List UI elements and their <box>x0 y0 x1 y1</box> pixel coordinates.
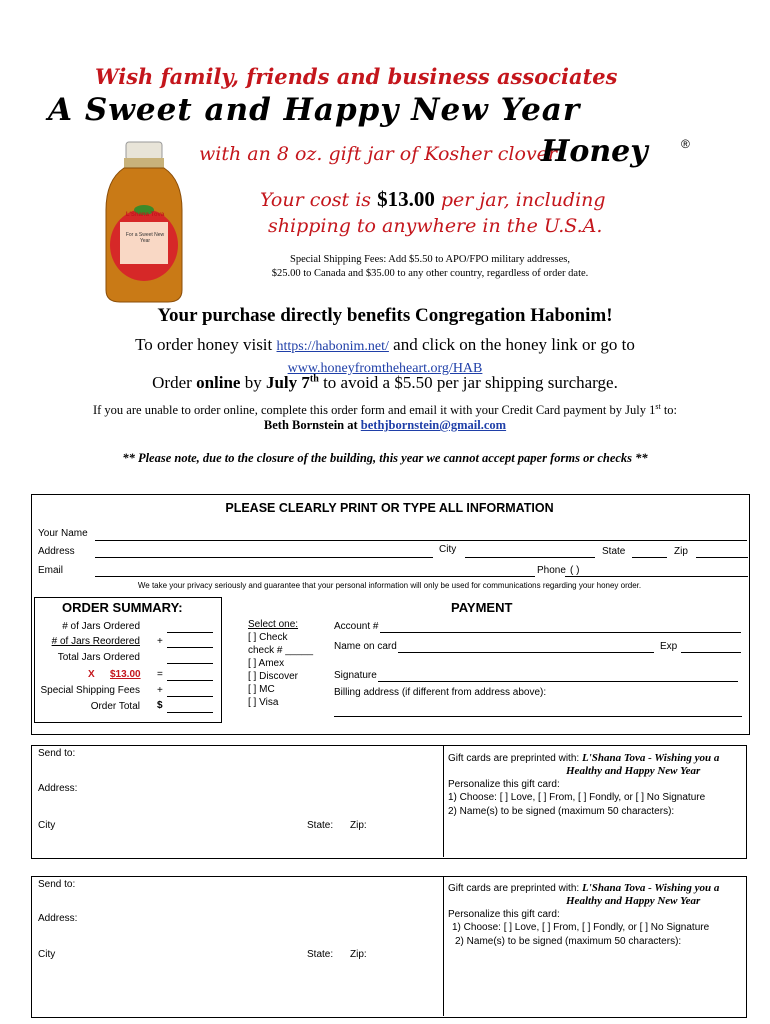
phone-area-code: ( ) <box>570 565 580 576</box>
plus-sign-2: + <box>157 685 163 696</box>
name-on-card-field[interactable] <box>398 652 654 653</box>
your-name-field[interactable] <box>95 540 747 541</box>
check-option[interactable]: [ ] Check <box>248 632 288 643</box>
contact-line: Beth Bornstein at bethjbornstein@gmail.com <box>263 418 507 432</box>
email-field[interactable] <box>95 576 535 577</box>
cost-line: Your cost is $13.00 per jar, including <box>260 187 606 211</box>
send-to-city-label: City <box>38 820 56 831</box>
total-jars-label: Total Jars Ordered <box>57 652 140 663</box>
phone-label: Phone <box>537 565 566 576</box>
send-to-zip-label: Zip: <box>350 820 367 831</box>
subtotal-field[interactable] <box>167 680 213 681</box>
form-title: PLEASE CLEARLY PRINT OR TYPE ALL INFORMATION <box>225 501 554 515</box>
dollar-sign: $ <box>157 700 163 711</box>
honey-title: Honey <box>541 134 648 169</box>
send-to-divider-1 <box>443 745 444 857</box>
names-to-sign-2: 2) Name(s) to be signed (maximum 50 characters): <box>455 936 682 947</box>
name-on-card-label: Name on card <box>334 641 397 652</box>
gift-card-message-line2: Healthy and Happy New Year <box>566 765 701 777</box>
names-to-sign: 2) Name(s) to be signed (maximum 50 characters): <box>448 806 675 817</box>
send-to-label: Send to: <box>38 748 76 759</box>
your-name-label: Your Name <box>38 528 88 539</box>
headline: A Sweet and Happy New Year <box>48 92 581 128</box>
account-label: Account # <box>334 621 379 632</box>
price-per-jar: $13.00 <box>110 669 141 680</box>
send-to-state-label-2: State: <box>307 949 334 960</box>
address-label: Address <box>38 546 75 557</box>
city-field[interactable] <box>465 557 595 558</box>
times-sign: X <box>88 669 95 680</box>
benefit-heading: Your purchase directly benefits Congregation Habonim! <box>157 305 613 326</box>
send-to-address-label: Address: <box>38 783 78 794</box>
personalize-label: Personalize this gift card: <box>448 779 560 790</box>
billing-address-field[interactable] <box>334 716 742 717</box>
jars-ordered-label: # of Jars Ordered <box>62 621 140 632</box>
contact-email-link[interactable]: bethjbornstein@gmail.com <box>360 418 507 432</box>
zip-field[interactable] <box>696 557 748 558</box>
phone-field[interactable] <box>565 576 748 577</box>
amex-option[interactable]: [ ] Amex <box>248 658 285 669</box>
special-fees-field[interactable] <box>167 696 213 697</box>
privacy-statement: We take your privacy seriously and guarantee that your personal information will only be used for communications regarding your honey order. <box>137 581 642 590</box>
payment-title: PAYMENT <box>451 600 513 615</box>
zip-label: Zip <box>674 546 688 557</box>
habonim-link[interactable]: https://habonim.net/ <box>276 339 389 354</box>
visa-option[interactable]: [ ] Visa <box>248 697 279 708</box>
discover-option[interactable]: [ ] Discover <box>248 671 299 682</box>
gift-card-preprinted-2: Gift cards are preprinted with: L'Shana Tova - Wishing you a <box>448 882 720 894</box>
personalize-label-2: Personalize this gift card: <box>448 909 560 920</box>
city-label: City <box>439 544 457 555</box>
order-total-label: Order Total <box>90 701 140 712</box>
gift-card-message-line2-2: Healthy and Happy New Year <box>566 895 701 907</box>
signature-label: Signature <box>334 670 377 681</box>
order-deadline: Order online by July 7th to avoid a $5.50 per jar shipping surcharge. <box>152 373 618 392</box>
exp-label: Exp <box>660 641 678 652</box>
state-field[interactable] <box>632 557 667 558</box>
honey-site-link[interactable]: www.honeyfromtheheart.org/HAB <box>287 361 483 376</box>
state-label: State <box>602 546 626 557</box>
address-field[interactable] <box>95 557 433 558</box>
jar-label-text: L'Shana Tova <box>125 212 165 218</box>
select-one-label: Select one: <box>248 619 299 630</box>
jar-label-subtext: For a Sweet New Year <box>125 232 165 244</box>
mc-option[interactable]: [ ] MC <box>248 684 275 695</box>
plus-sign: + <box>157 636 163 647</box>
order-summary-title: ORDER SUMMARY: <box>62 600 183 615</box>
jars-reordered-label: # of Jars Reordered <box>51 636 140 647</box>
send-to-state-label: State: <box>307 820 334 831</box>
billing-address-label: Billing address (if different from address above): <box>334 687 547 698</box>
send-to-label-2: Send to: <box>38 879 76 890</box>
order-total-field[interactable] <box>167 712 213 713</box>
equals-sign: = <box>157 669 163 680</box>
signature-choice-2[interactable]: 1) Choose: [ ] Love, [ ] From, [ ] Fondly, or [ ] No Signature <box>452 922 710 933</box>
offline-instructions: If you are unable to order online, complete this order form and email it with your Credit Card payment by July 1st to: <box>92 402 678 418</box>
signature-choice[interactable]: 1) Choose: [ ] Love, [ ] From, [ ] Fondly, or [ ] No Signature <box>448 792 706 803</box>
order-instructions: To order honey visit https://habonim.net/ and click on the honey link or go to www.honeyfromtheheart.org/HAB <box>135 335 635 376</box>
total-jars-field[interactable] <box>167 663 213 664</box>
gift-jar-line: with an 8 oz. gift jar of Kosher clover <box>199 143 558 165</box>
email-label: Email <box>38 565 64 576</box>
signature-field[interactable] <box>378 681 738 682</box>
honey-jar-image <box>96 140 192 305</box>
closure-note: ** Please note, due to the closure of the building, this year we cannot accept paper forms or checks ** <box>122 451 648 465</box>
send-to-zip-label-2: Zip: <box>350 949 367 960</box>
registered-mark: ® <box>681 137 690 151</box>
jars-reordered-field[interactable] <box>167 647 213 648</box>
send-to-city-label-2: City <box>38 949 56 960</box>
jars-ordered-field[interactable] <box>167 632 213 633</box>
send-to-divider-2 <box>443 876 444 1016</box>
tagline: Wish family, friends and business associates <box>95 64 618 89</box>
special-fees-label: Special Shipping Fees <box>40 685 140 696</box>
account-field[interactable] <box>380 632 741 633</box>
send-to-address-label-2: Address: <box>38 913 78 924</box>
exp-field[interactable] <box>681 652 741 653</box>
gift-card-preprinted: Gift cards are preprinted with: L'Shana Tova - Wishing you a <box>448 752 720 764</box>
check-number-field[interactable]: check # _____ <box>248 645 314 656</box>
special-shipping-fees: Special Shipping Fees: Add $5.50 to APO/FPO military addresses, $25.00 to Canada and $35.00 to any other country, regardless of order date. <box>271 254 589 279</box>
cost-line-2: shipping to anywhere in the U.S.A. <box>268 215 603 237</box>
